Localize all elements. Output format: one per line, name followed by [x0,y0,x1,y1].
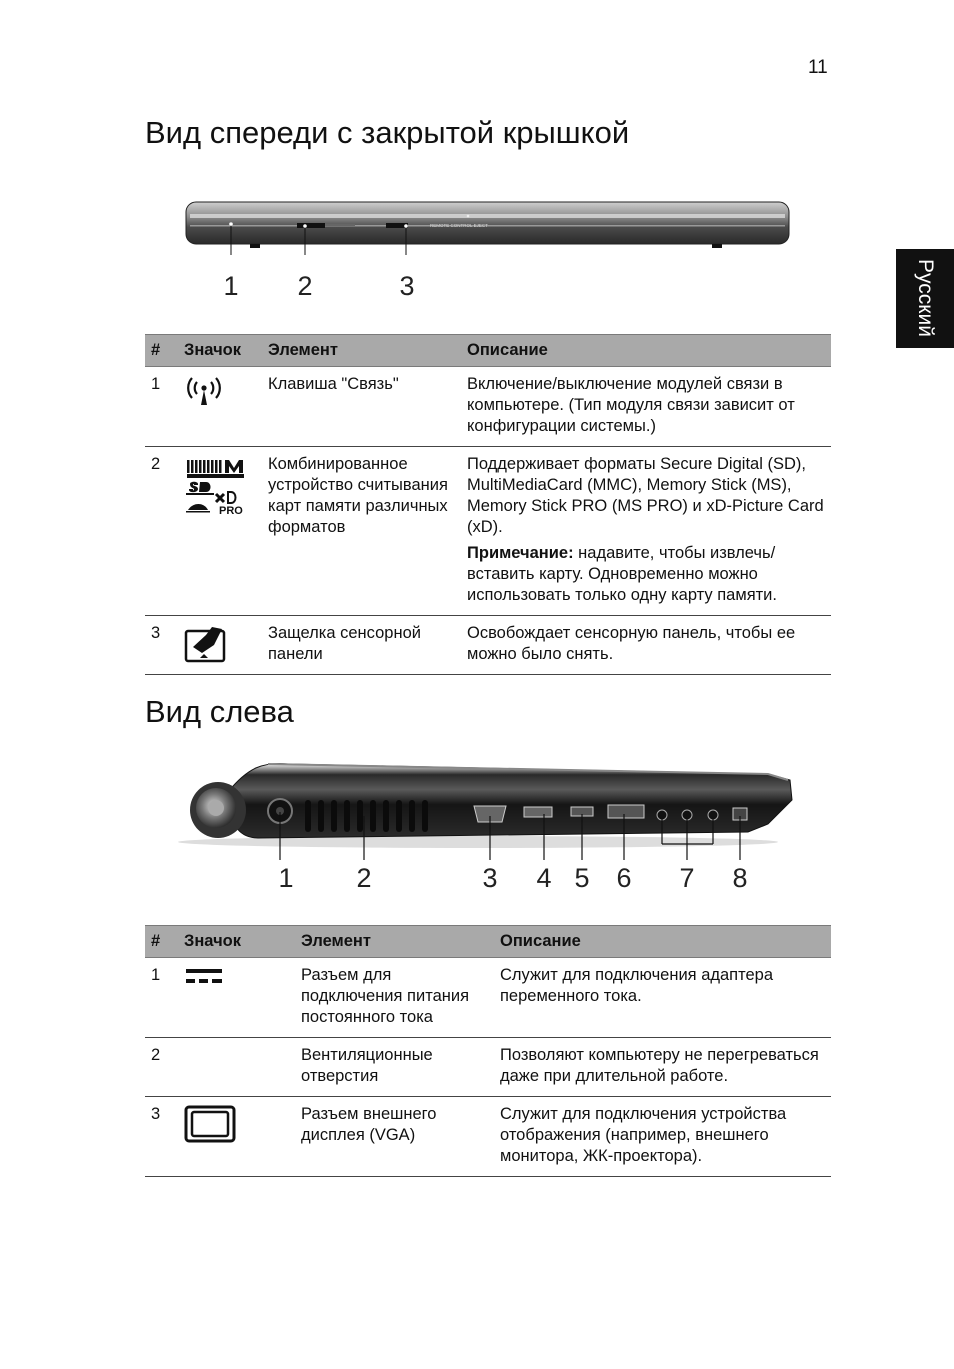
left-callout-4: 4 [536,863,552,893]
row-element: Вентиляционные отверстия [295,1038,494,1097]
row-description: Позволяют компьютеру не перегреваться даже при длительной работе. [494,1038,831,1097]
header-element: Элемент [262,335,461,367]
front-callout-1: 1 [223,271,239,301]
left-callout-6: 6 [616,863,632,893]
table-row [145,447,831,616]
row-description: Служит для подключения адаптера переменного тока. [494,958,831,1038]
table-row [145,616,831,675]
header-description: Описание [494,926,831,958]
header-icon: Значок [178,335,262,367]
wireless-communication-icon [184,374,256,408]
left-view-table [145,925,831,1177]
front-callout-3: 3 [399,271,415,301]
row-element: Комбинированное устройство считывания карт памяти различных форматов [262,447,461,616]
header-num: # [145,335,178,367]
row-number: 2 [145,447,178,616]
row-number: 3 [145,1097,178,1177]
table-header-row [145,926,831,958]
left-view-title: Вид слева [145,694,294,729]
table-row [145,1097,831,1177]
page-number: 11 [808,57,828,78]
header-num: # [145,926,178,958]
row-description: Включение/выключение модулей связи в компьютере. (Тип модуля связи зависит от конфигурации системы.) [461,367,831,447]
card-reader-logos-icon [184,454,256,526]
front-panel-label: REMOTE CONTROL EJECT [430,223,488,228]
front-view-title: Вид спереди с закрытой крышкой [145,115,630,150]
left-callout-3: 3 [482,863,498,893]
row-description: Поддерживает форматы Secure Digital (SD), MultiMediaCard (MMC), Memory Stick (MS), Memory Stick PRO (MS PRO) и xD-Picture Card (xD). [467,455,824,536]
row-element: Защелка сенсорной панели [262,616,461,675]
row-number: 3 [145,616,178,675]
left-callout-7: 7 [679,863,695,893]
language-tab-label: Русский [914,259,937,337]
row-number: 1 [145,367,178,447]
row-description: Освобождает сенсорную панель, чтобы ее можно было снять. [461,616,831,675]
row-element: Разъем для подключения питания постоянного тока [295,958,494,1038]
row-element: Клавиша "Связь" [262,367,461,447]
svg-text:PRO: PRO [219,505,243,517]
left-callout-1: 1 [278,863,294,893]
dc-power-icon [184,965,289,987]
language-tab [896,249,954,348]
row-description: Служит для подключения устройства отображения (например, внешнего монитора, ЖК-проектора). [494,1097,831,1177]
left-view-illustration [168,752,803,864]
table-header-row [145,335,831,367]
left-callout-2: 2 [356,863,372,893]
row-number: 2 [145,1038,178,1097]
header-element: Элемент [295,926,494,958]
header-description: Описание [461,335,831,367]
row-note [467,543,825,606]
left-callout-8: 8 [732,863,748,893]
front-view-table [145,334,831,675]
table-row [145,958,831,1038]
front-view-illustration [180,195,795,255]
note-label: Примечание: [467,544,574,562]
vga-port-icon [184,1104,289,1144]
front-callout-2: 2 [297,271,313,301]
note-text: надавите, чтобы извлечь/ вставить карту. Одновременно можно использовать только одну карту памяти. [467,544,777,604]
table-row [145,367,831,447]
table-row [145,1038,831,1097]
left-callout-5: 5 [574,863,590,893]
touchpad-latch-icon [184,623,256,663]
row-element: Разъем внешнего дисплея (VGA) [295,1097,494,1177]
row-number: 1 [145,958,178,1038]
header-icon: Значок [178,926,295,958]
